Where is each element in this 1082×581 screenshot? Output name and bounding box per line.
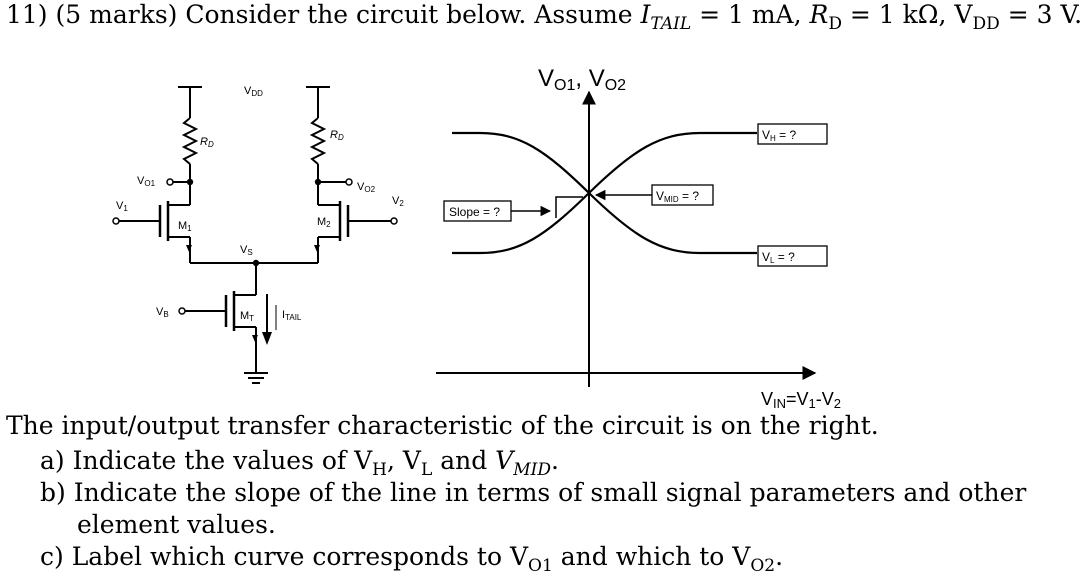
m1-label: M1 xyxy=(178,220,192,233)
resistor-rd-left xyxy=(184,118,196,164)
v2-label: V2 xyxy=(392,195,404,208)
part-b-line1: b) Indicate the slope of the line in terms of small signal parameters and other xyxy=(40,478,1027,507)
vmid-symbol: V xyxy=(495,446,514,475)
part-a-text: a) Indicate the values of V xyxy=(40,446,373,475)
part-a-sep: , V xyxy=(387,446,421,475)
slope-label: Slope = ? xyxy=(449,205,501,219)
itail-subscript: TAIL xyxy=(650,14,692,34)
circuit-markers xyxy=(113,179,397,345)
vdd-symbol: V xyxy=(954,0,973,29)
v1-label: V1 xyxy=(116,200,128,213)
vo2-label: VO2 xyxy=(357,181,376,194)
vmid-label: VMID = ? xyxy=(656,189,700,204)
vh-subscript: H xyxy=(372,460,387,480)
vdd-value: = 3 V. xyxy=(999,0,1082,29)
m2-source-arrow xyxy=(314,245,320,252)
slope-triangle xyxy=(556,197,583,218)
part-b-line2: element values. xyxy=(77,510,276,539)
y-axis-label: VO1, VO2 xyxy=(538,65,627,94)
vo1-node-dot xyxy=(187,179,193,185)
vo1-label: VO1 xyxy=(137,175,156,188)
circuit-labels xyxy=(116,85,404,323)
vb-label: VB xyxy=(156,306,169,319)
m2-label: M2 xyxy=(317,216,331,229)
rd-right-label: RD xyxy=(330,129,344,142)
x-axis-label: VIN=V1-V2 xyxy=(761,389,842,411)
v1-terminal xyxy=(113,218,119,224)
part-a-end: . xyxy=(550,446,559,475)
vmid-subscript: MID xyxy=(513,460,551,480)
intro-text: The input/output transfer characteristic of the circuit is on the right. xyxy=(6,411,879,440)
part-c xyxy=(40,542,783,581)
itail-value: = 1 mA, xyxy=(691,0,810,29)
rd-left-label: RD xyxy=(200,136,214,149)
part-c-end: . xyxy=(775,542,784,571)
rd-value: = 1 kΩ, xyxy=(841,0,955,29)
vo2-subscript: O2 xyxy=(750,556,776,576)
vo2-node-dot xyxy=(315,179,321,185)
vl-subscript: L xyxy=(420,460,433,480)
rd-subscript: D xyxy=(828,14,842,34)
vdd-subscript: DD xyxy=(972,14,1000,34)
mt-source-arrow xyxy=(252,335,258,342)
m1-source-arrow xyxy=(186,245,192,252)
vb-terminal xyxy=(179,308,185,314)
itail-label: ITAIL xyxy=(282,309,302,322)
vdd-label: VDD xyxy=(244,85,263,98)
vo1-terminal xyxy=(167,179,173,185)
part-c-text: c) Label which curve corresponds to V xyxy=(40,542,529,571)
v2-terminal xyxy=(391,218,397,224)
rd-symbol: R xyxy=(809,0,829,29)
vo1-subscript: O1 xyxy=(528,556,553,576)
part-a-and: and xyxy=(432,446,496,475)
itail-arrow-head xyxy=(262,332,272,345)
vs-node-dot xyxy=(253,260,259,266)
graph-labels xyxy=(449,128,796,265)
resistor-rd-right xyxy=(312,118,324,164)
header-text: 11) (5 marks) Consider the circuit below. Assume xyxy=(6,0,641,29)
vh-label: VH = ? xyxy=(762,128,797,143)
part-c-mid: and which to V xyxy=(552,542,751,571)
vo2-terminal xyxy=(346,179,352,185)
mt-label: MT xyxy=(240,310,255,323)
itail-symbol: I xyxy=(640,0,651,29)
vl-label: VL = ? xyxy=(762,250,795,265)
vs-label: VS xyxy=(240,244,253,257)
